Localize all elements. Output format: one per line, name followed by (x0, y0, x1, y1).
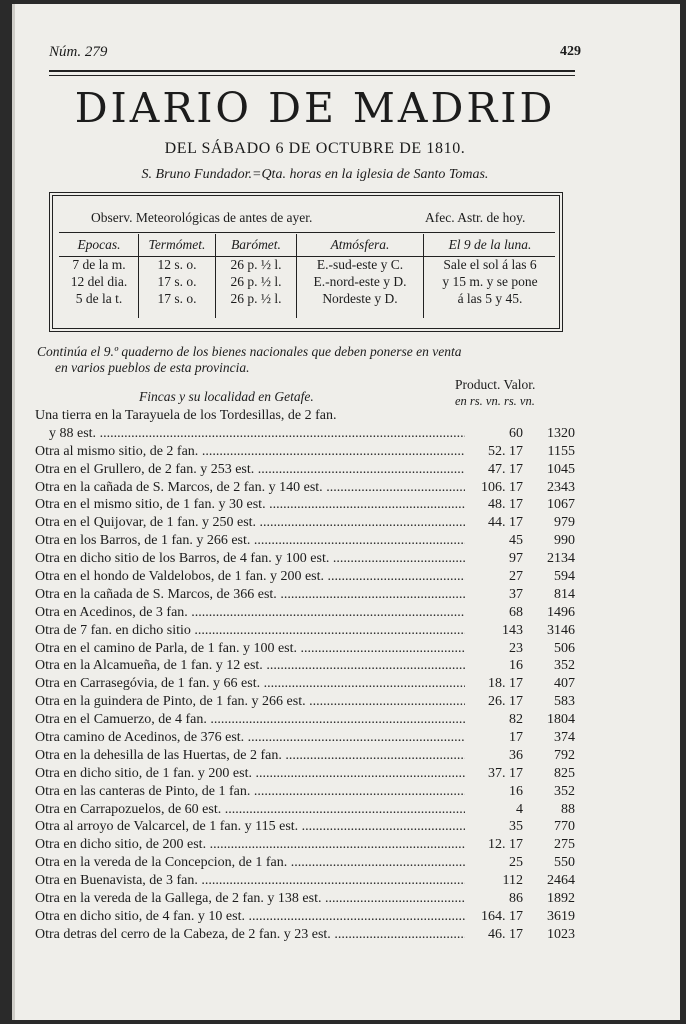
table-row (35, 765, 575, 783)
row-description: Otra en la cañada de S. Marcos, de 366 est. ..... (35, 586, 465, 604)
masthead-title: DIARIO DE MADRID (74, 84, 556, 132)
table-row (35, 801, 575, 819)
newspaper-page (12, 4, 680, 1020)
row-description: Otra en dicho sitio, de 4 fan. y 10 est. ..... (35, 908, 465, 926)
row-product: 60 (509, 425, 523, 441)
row-value: 594 (554, 569, 575, 585)
meteorological-table (49, 192, 563, 332)
row-product: 25 (509, 855, 523, 871)
row-value: 407 (554, 676, 575, 692)
row-description: Otra en la Alcamueña, de 1 fan. y 12 est. ..... (35, 657, 465, 675)
table-row (35, 836, 575, 854)
row-description: Otra en el Quijovar, de 1 fan. y 250 est. ..... (35, 514, 465, 532)
row-description: Otra en Carrasegóvia, de 1 fan. y 66 est. ..... (35, 675, 465, 693)
row-value: 3146 (547, 622, 575, 638)
meteo-rule-top (59, 232, 555, 233)
row-product: 37. 17 (488, 765, 523, 781)
row-value: 275 (554, 837, 575, 853)
row-value: 88 (561, 801, 575, 817)
row-value: 352 (554, 783, 575, 799)
header-row (49, 44, 581, 61)
row-value: 352 (554, 658, 575, 674)
table-heading (37, 377, 573, 411)
row-description: Otra en dicho sitio, de 200 est. ..... (35, 836, 465, 854)
row-description: Otra en los Barros, de 1 fan. y 266 est. ..... (35, 532, 465, 550)
meteo-caption: Observ. Meteorológicas de antes de ayer. (91, 210, 313, 225)
row-product: 48. 17 (488, 497, 523, 513)
meteo-divider (296, 234, 297, 318)
row-product: 35 (509, 819, 523, 835)
row-description: Otra en el Camuerzo, de 4 fan. ..... (35, 711, 465, 729)
row-product: 12. 17 (488, 837, 523, 853)
row-value: 1804 (547, 712, 575, 728)
row-value: 1067 (547, 497, 575, 513)
row-value: 2134 (547, 551, 575, 567)
property-list (35, 407, 575, 944)
row-description: Otra en el Grullero, de 2 fan. y 253 est. ..... (35, 461, 465, 479)
table-row (35, 675, 575, 693)
row-product: 46. 17 (488, 926, 523, 942)
issue-date: DEL SÁBADO 6 DE OCTUBRE DE 1810. (164, 140, 466, 157)
row-description: Otra detras del cerro de la Cabeza, de 2 fan. y 23 est. ..... (35, 926, 465, 944)
units-heading: en rs. vn. rs. vn. (455, 394, 535, 408)
header-rule (49, 70, 575, 72)
table-row (35, 747, 575, 765)
meteo-col-atmosfera: Atmósfera. E.-sud-este y C. E.-nord-este y D. Nordeste y D. (313, 237, 407, 306)
row-description: y 88 est. ..... (35, 425, 465, 443)
issue-number: Núm. 279 (49, 44, 108, 60)
row-product: 16 (509, 783, 523, 799)
row-value: 2464 (547, 873, 575, 889)
row-product: 97 (509, 551, 523, 567)
row-description: Otra en la vereda de la Gallega, de 2 fan. y 138 est. ..... (35, 890, 465, 908)
table-row (35, 407, 575, 425)
row-product: 27 (509, 569, 523, 585)
row-description: Otra en el camino de Parla, de 1 fan. y 100 est. ..... (35, 640, 465, 658)
product-valor-heading: Product. Valor. (455, 377, 536, 392)
row-value: 979 (554, 515, 575, 531)
table-row (35, 604, 575, 622)
table-row (35, 443, 575, 461)
row-product: 26. 17 (488, 694, 523, 710)
row-description: Otra en la cañada de S. Marcos, de 2 fan. y 140 est. ..... (35, 479, 465, 497)
row-description: Otra en las canteras de Pinto, de 1 fan. ..... (35, 783, 465, 801)
table-row (35, 854, 575, 872)
row-product: 112 (502, 873, 523, 889)
meteo-divider (138, 234, 139, 318)
row-product: 36 (509, 747, 523, 763)
row-value: 550 (554, 855, 575, 871)
row-description: Otra al mismo sitio, de 2 fan. ..... (35, 443, 465, 461)
row-value: 1045 (547, 461, 575, 477)
table-row (35, 568, 575, 586)
row-value: 770 (554, 819, 575, 835)
row-description: Otra en Acedinos, de 3 fan. ..... (35, 604, 465, 622)
row-product: 52. 17 (488, 443, 523, 459)
row-description: Otra al arroyo de Valcarcel, de 1 fan. y 115 est. ..... (35, 818, 465, 836)
row-product: 47. 17 (488, 461, 523, 477)
fincas-heading: Fincas y su localidad en Getafe. (139, 389, 314, 404)
row-product: 164. 17 (481, 908, 523, 924)
row-product: 45 (509, 533, 523, 549)
row-product: 106. 17 (481, 479, 523, 495)
row-product: 44. 17 (488, 515, 523, 531)
row-value: 506 (554, 640, 575, 656)
row-value: 814 (554, 586, 575, 602)
astro-caption: Afec. Astr. de hoy. (425, 210, 526, 225)
row-description: Otra en el hondo de Valdelobos, de 1 fan. y 200 est. ..... (35, 568, 465, 586)
row-value: 825 (554, 765, 575, 781)
table-row (35, 532, 575, 550)
meteo-divider (215, 234, 216, 318)
row-product: 23 (509, 640, 523, 656)
table-row (35, 479, 575, 497)
table-row (35, 461, 575, 479)
row-value: 3619 (547, 908, 575, 924)
row-product: 18. 17 (488, 676, 523, 692)
row-value: 1892 (547, 891, 575, 907)
page-number: 429 (560, 44, 581, 59)
row-description: Otra en la dehesilla de las Huertas, de 2 fan. ..... (35, 747, 465, 765)
row-description: Otra camino de Acedinos, de 376 est. ..... (35, 729, 465, 747)
table-row (35, 693, 575, 711)
saint-line: S. Bruno Fundador.=Qta. horas en la iglesia de Santo Tomas. (141, 167, 489, 182)
row-value: 1496 (547, 604, 575, 620)
row-product: 143 (502, 622, 523, 638)
row-description: Otra en dicho sitio de los Barros, de 4 fan. y 100 est. ..... (35, 550, 465, 568)
row-value: 1023 (547, 926, 575, 942)
row-description: Otra en la vereda de la Concepcion, de 1 fan. ..... (35, 854, 465, 872)
table-row (35, 711, 575, 729)
meteo-col-barometro: Barómet. 26 p. ½ l. 26 p. ½ l. 26 p. ½ l. (230, 237, 282, 306)
table-row (35, 657, 575, 675)
row-product: 37 (509, 586, 523, 602)
table-row (35, 496, 575, 514)
row-product: 68 (509, 604, 523, 620)
table-row (35, 926, 575, 944)
table-row (35, 622, 575, 640)
table-row (35, 640, 575, 658)
row-description: Otra de 7 fan. en dicho sitio ..... (35, 622, 465, 640)
table-row (35, 818, 575, 836)
row-product: 86 (509, 891, 523, 907)
table-row (35, 425, 575, 443)
row-description: Otra en dicho sitio, de 1 fan. y 200 est. ..... (35, 765, 465, 783)
table-row (35, 872, 575, 890)
meteo-divider (423, 234, 424, 318)
table-row (35, 729, 575, 747)
meteo-col-termometro: Termómet. 12 s. o. 17 s. o. 17 s. o. (148, 237, 206, 306)
row-description: Otra en la guindera de Pinto, de 1 fan. y 266 est. ..... (35, 693, 465, 711)
header-rule-thin (49, 75, 575, 76)
row-value: 1155 (547, 443, 575, 459)
table-row (35, 783, 575, 801)
row-value: 374 (554, 730, 575, 746)
table-row (35, 550, 575, 568)
row-description: Otra en Carrapozuelos, de 60 est. ..... (35, 801, 465, 819)
table-row (35, 514, 575, 532)
row-product: 17 (509, 730, 523, 746)
table-row (35, 908, 575, 926)
meteo-col-epocas: Epocas. 7 de la m. 12 del dia. 5 de la t. (70, 237, 128, 306)
row-value: 990 (554, 533, 575, 549)
row-value: 1320 (547, 425, 575, 441)
row-description: Otra en el mismo sitio, de 1 fan. y 30 est. ..... (35, 496, 465, 514)
row-description: Una tierra en la Tarayuela de los Tordesillas, de 2 fan. (35, 408, 337, 423)
row-product: 82 (509, 712, 523, 728)
row-value: 2343 (547, 479, 575, 495)
intro-paragraph: Continúa el 9.º quaderno de los bienes nacionales que deben ponerse en venta en varios pueblos de esta provincia. (37, 344, 462, 375)
row-product: 4 (516, 801, 523, 817)
row-value: 583 (554, 694, 575, 710)
table-row (35, 890, 575, 908)
row-product: 16 (509, 658, 523, 674)
row-description: Otra en Buenavista, de 3 fan. ..... (35, 872, 465, 890)
table-row (35, 586, 575, 604)
meteo-col-luna: El 9 de la luna. Sale el sol á las 6 y 15 m. y se pone á las 5 y 45. (442, 237, 538, 306)
row-value: 792 (554, 747, 575, 763)
